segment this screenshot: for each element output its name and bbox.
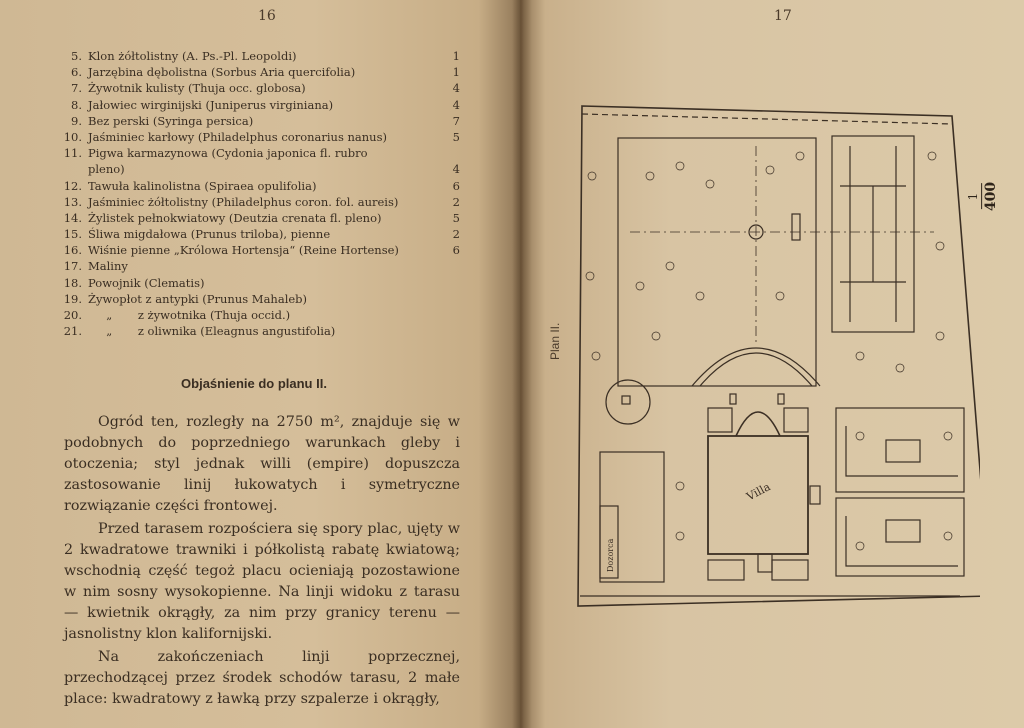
plant-name: Jałowiec wirginijski (Juniperus virginiana) bbox=[88, 97, 334, 112]
body-text bbox=[64, 412, 460, 712]
plant-name: Powojnik (Clematis) bbox=[88, 275, 205, 290]
dozorca-label: Dozorca bbox=[606, 538, 615, 572]
plant-number: 19. bbox=[63, 291, 82, 306]
plant-list-row bbox=[48, 242, 460, 258]
paragraph: Ogród ten, rozległy na 2750 m², znajduje się w podobnych do poprzedniego warunkach gleby i otoczenia; styl jednak willi (empire) dopuszcza zastosowanie linij łukowatych i symetryczne rozwiązanie części frontowej. bbox=[64, 414, 460, 514]
lawn-west bbox=[618, 138, 816, 386]
plant-number: 11. bbox=[63, 146, 82, 161]
plant-number: 21. bbox=[63, 324, 82, 339]
semicircle-bed bbox=[692, 348, 820, 386]
plant-name: Żywotnik kulisty (Thuja occ. globosa) bbox=[88, 81, 306, 96]
plant-name: Tawuła kalinolistna (Spiraea opulifolia) bbox=[88, 178, 317, 193]
section-heading: Objaśnienie do planu II. bbox=[181, 376, 327, 391]
plant-list-row bbox=[48, 129, 460, 145]
plant-number: 7. bbox=[71, 81, 82, 96]
plant-number: 18. bbox=[63, 275, 82, 290]
plant-quantity: 2 bbox=[452, 227, 460, 242]
plant-quantity: 6 bbox=[452, 243, 460, 258]
plant-list-row bbox=[48, 161, 460, 177]
plant-list-row bbox=[48, 226, 460, 242]
plant-list-row bbox=[48, 210, 460, 226]
plant-quantity: 7 bbox=[452, 113, 460, 128]
plant-list-row bbox=[48, 307, 460, 323]
plant-name: Jaśminiec karłowy (Philadelphus coronarius nanus) bbox=[88, 129, 387, 144]
plant-number: 12. bbox=[63, 178, 82, 193]
plant-name: „ z żywotnika (Thuja occid.) bbox=[88, 308, 291, 322]
round-place bbox=[606, 380, 650, 424]
garden-bed-southeast bbox=[836, 498, 964, 576]
plant-list-row bbox=[48, 194, 460, 210]
plant-quantity: 4 bbox=[452, 162, 460, 177]
plant-name: Śliwa migdałowa (Prunus triloba), pienne bbox=[88, 227, 331, 242]
plant-name: pleno) bbox=[88, 162, 125, 177]
plant-list bbox=[48, 48, 460, 339]
villa-rotunda bbox=[736, 412, 780, 436]
plant-number: 10. bbox=[63, 129, 82, 144]
hedge-top bbox=[582, 114, 952, 124]
plant-name: Żywopłot z antypki (Prunus Mahaleb) bbox=[88, 291, 308, 306]
plant-name: Żylistek pełnokwiatowy (Deutzia crenata fl. pleno) bbox=[88, 210, 382, 225]
plant-list-row bbox=[48, 291, 460, 307]
plant-quantity: 4 bbox=[452, 97, 460, 112]
plant-quantity: 2 bbox=[452, 194, 460, 209]
right-page bbox=[520, 0, 1024, 728]
page-number-right: 17 bbox=[774, 8, 792, 24]
plant-number: 20. bbox=[63, 308, 82, 322]
plant-quantity: 5 bbox=[452, 210, 460, 225]
plant-name: Jaśminiec żółtolistny (Philadelphus coron. fol. aureis) bbox=[88, 194, 399, 209]
paragraph: Przed tarasem rozpościera się spory plac, ujęty w 2 kwadratowe trawniki i półkolistą rabatę kwiatową; wschodnią część tegoż placu ocieniają pozostawione w nim sosny wysokopienne. Na linji widoku z tarasu — kwietnik okrągły, za nim przy granicy terenu — jasnolistny klon kalifornijski. bbox=[64, 521, 460, 642]
plant-name: Jarzębina dębolistna (Sorbus Aria quercifolia) bbox=[88, 65, 356, 80]
page-number-left: 16 bbox=[258, 8, 276, 24]
plant-quantity: 1 bbox=[452, 65, 460, 80]
terrace-steps bbox=[758, 554, 772, 572]
plant-name: Wiśnie pienne „Królowa Hortensja“ (Reine Hortense) bbox=[88, 243, 399, 258]
plant-quantity: 4 bbox=[452, 81, 460, 96]
scale-numerator: 1 bbox=[966, 192, 981, 201]
plant-name: Bez perski (Syringa persica) bbox=[88, 113, 254, 128]
plant-number: 5. bbox=[71, 49, 82, 63]
plant-number: 9. bbox=[71, 113, 82, 128]
plant-list-row bbox=[48, 323, 460, 339]
plant-list-row bbox=[48, 113, 460, 129]
plant-number: 17. bbox=[63, 259, 82, 274]
plant-list-row bbox=[48, 80, 460, 96]
plant-name: Pigwa karmazynowa (Cydonia japonica fl. rubro bbox=[88, 146, 368, 161]
plant-number: 6. bbox=[71, 65, 82, 80]
villa-label: Villa bbox=[744, 480, 773, 504]
plant-number: 14. bbox=[63, 210, 82, 225]
plant-quantity: 6 bbox=[452, 178, 460, 193]
plant-list-row bbox=[48, 64, 460, 80]
plant-name: „ z oliwnika (Eleagnus angustifolia) bbox=[88, 324, 336, 339]
plant-list-row bbox=[48, 97, 460, 113]
plant-number: 8. bbox=[71, 97, 82, 112]
bench bbox=[792, 214, 800, 240]
garden-bed-northeast bbox=[836, 408, 964, 492]
plant-number: 13. bbox=[63, 194, 82, 209]
plant-list-row bbox=[48, 275, 460, 291]
plant-list-row bbox=[48, 178, 460, 194]
plant-list-row bbox=[48, 48, 460, 64]
paragraph: Na zakończeniach linji poprzecznej, przechodzącej przez środek schodów tarasu, 2 małe place: kwadratowy z ławką przy szpalerze i okrągły, bbox=[64, 649, 460, 707]
plan-label: Plan II. bbox=[548, 322, 562, 360]
plant-name: Maliny bbox=[88, 259, 128, 274]
book-gutter bbox=[512, 0, 532, 728]
plant-list-row bbox=[48, 258, 460, 274]
plant-quantity: 5 bbox=[452, 129, 460, 144]
plant-quantity: 1 bbox=[452, 49, 460, 63]
plant-number: 15. bbox=[63, 227, 82, 242]
scale-denominator: 400 bbox=[983, 181, 1000, 212]
garden-plan bbox=[560, 96, 980, 616]
plant-list-row bbox=[48, 145, 460, 161]
plant-name: Klon żółtolistny (A. Ps.-Pl. Leopoldi) bbox=[88, 49, 297, 63]
plant-number: 16. bbox=[63, 243, 82, 258]
